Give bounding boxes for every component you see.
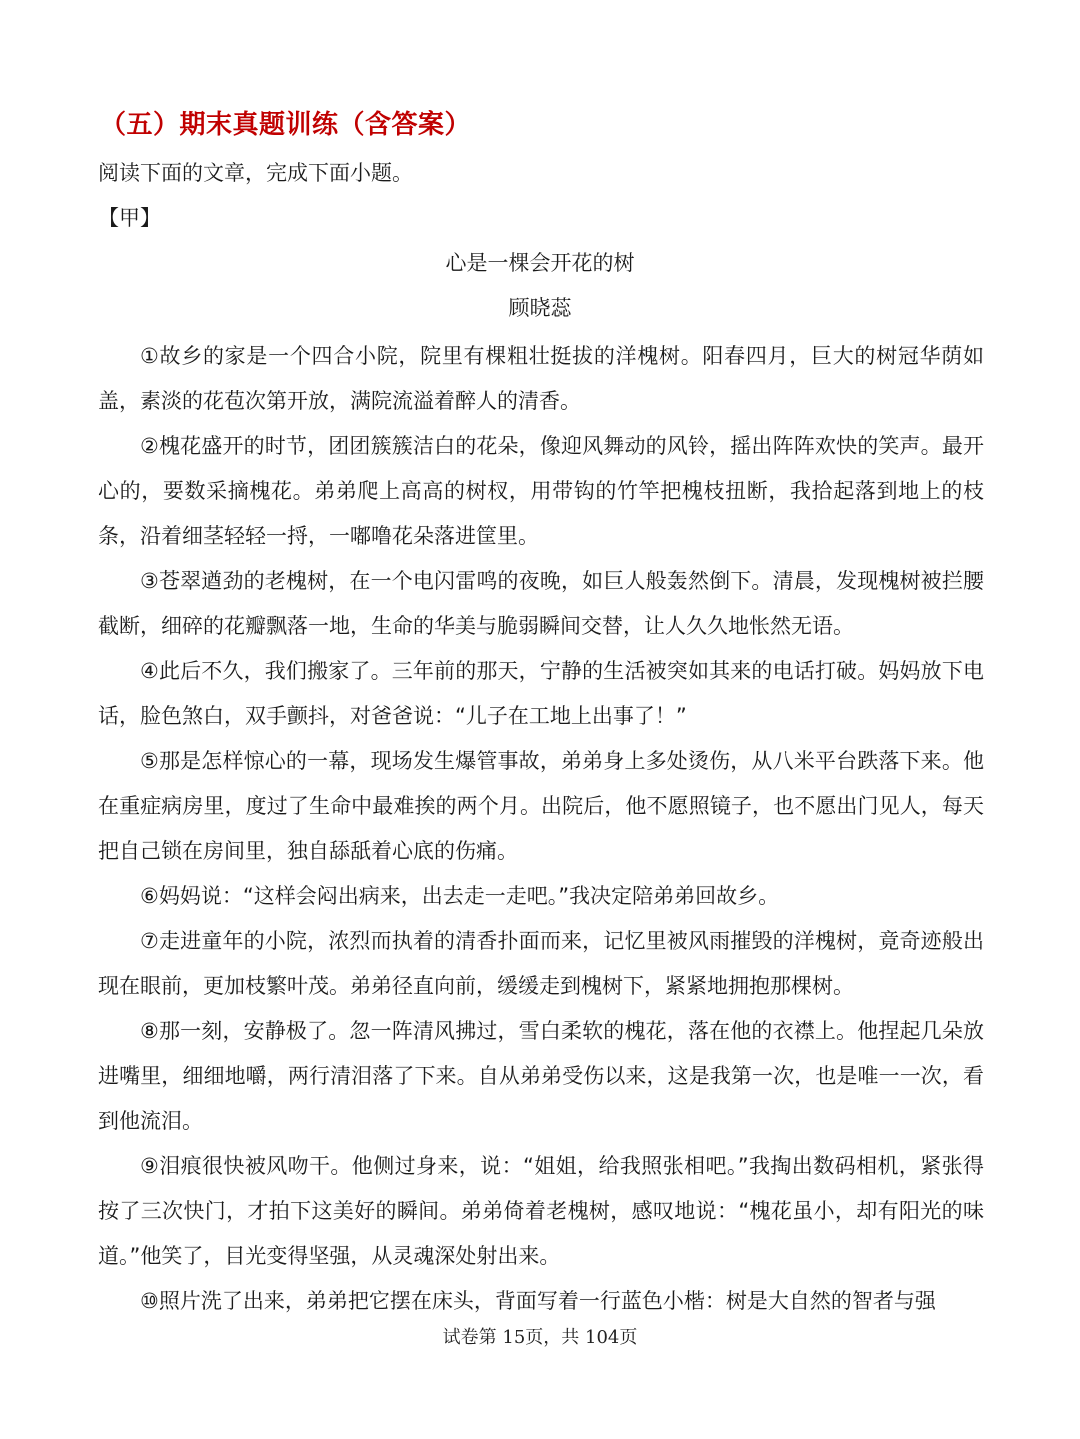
paragraph-8: ⑧那一刻，安静极了。忽一阵清风拂过，雪白柔软的槐花，落在他的衣襟上。他捏起几朵放进嘴里，细细地嚼，两行清泪落了下来。自从弟弟受伤以来，这是我第一次，也是唯一一次，看到他流泪。 [98, 1019, 984, 1133]
paragraph-4: ④此后不久，我们搬家了。三年前的那天，宁静的生活被突如其来的电话打破。妈妈放下电话，脸色煞白，双手颤抖，对爸爸说：“儿子在工地上出事了！” [98, 659, 984, 728]
paragraph-6: ⑥妈妈说：“这样会闷出病来，出去走一走吧。”我决定陪弟弟回故乡。 [140, 884, 780, 908]
article-body [98, 334, 984, 1324]
article-title: 心是一棵会开花的树 [445, 251, 635, 275]
passage-label: 【甲】 [98, 206, 161, 230]
paragraph-2: ②槐花盛开的时节，团团簇簇洁白的花朵，像迎风舞动的风铃，摇出阵阵欢快的笑声。最开心的，要数采摘槐花。弟弟爬上高高的树杈，用带钩的竹竿把槐枝扭断，我拾起落到地上的枝条，沿着细茎轻轻一捋，一嘟噜花朵落进筐里。 [98, 434, 984, 548]
paragraph-5: ⑤那是怎样惊心的一幕，现场发生爆管事故，弟弟身上多处烫伤，从八米平台跌落下来。他在重症病房里，度过了生命中最难挨的两个月。出院后，他不愿照镜子，也不愿出门见人，每天把自己锁在房间里，独自舔舐着心底的伤痛。 [98, 749, 984, 863]
article-author: 顾晓蕊 [508, 296, 572, 320]
instruction-text: 阅读下面的文章，完成下面小题。 [98, 161, 413, 185]
paragraph-7: ⑦走进童年的小院，浓烈而执着的清香扑面而来，记忆里被风雨摧毁的洋槐树，竟奇迹般出现在眼前，更加枝繁叶茂。弟弟径直向前，缓缓走到槐树下，紧紧地拥抱那棵树。 [98, 929, 984, 998]
paragraph-10: ⑩照片洗了出来，弟弟把它摆在床头，背面写着一行蓝色小楷：树是大自然的智者与强 [140, 1289, 936, 1313]
paragraph-1: ①故乡的家是一个四合小院，院里有棵粗壮挺拔的洋槐树。阳春四月，巨大的树冠华荫如盖，素淡的花苞次第开放，满院流溢着醉人的清香。 [98, 344, 984, 413]
paragraph-9: ⑨泪痕很快被风吻干。他侧过身来，说：“姐姐，给我照张相吧。”我掏出数码相机，紧张得按了三次快门，才拍下这美好的瞬间。弟弟倚着老槐树，感叹地说：“槐花虽小，却有阳光的味道。”他笑了，目光变得坚强，从灵魂深处射出来。 [98, 1154, 984, 1268]
paragraph-3: ③苍翠遒劲的老槐树，在一个电闪雷鸣的夜晚，如巨人般轰然倒下。清晨，发现槐树被拦腰截断，细碎的花瓣飘落一地，生命的华美与脆弱瞬间交替，让人久久地怅然无语。 [98, 569, 984, 638]
section-title: （五）期末真题训练（含答案） [100, 110, 472, 140]
page-footer: 试卷第 15页，共 104页 [442, 1327, 638, 1348]
